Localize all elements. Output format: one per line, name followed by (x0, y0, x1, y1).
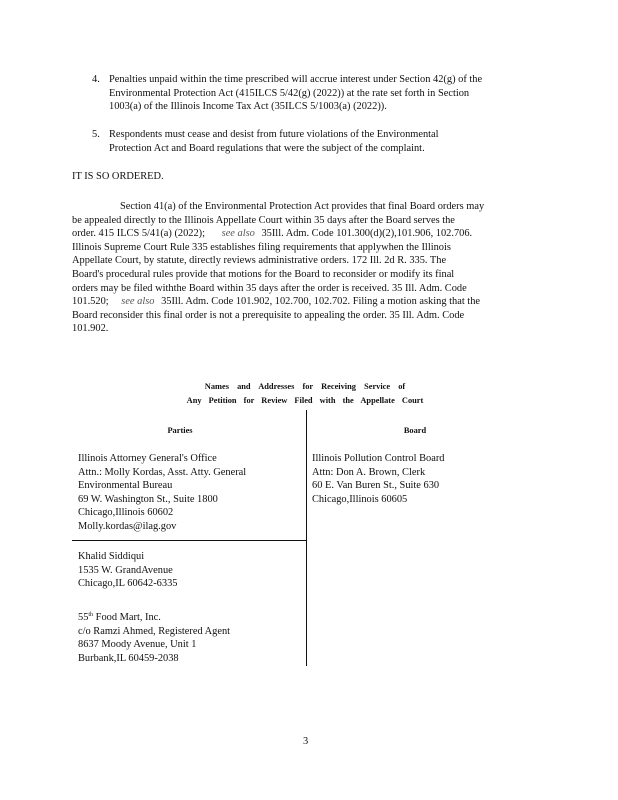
paragraph-line: Illinois Supreme Court Rule 335 establishes filing requirements that applywhen the Illinois (72, 241, 451, 253)
citation-text: 35Ill. Adm. Code 101.300(d)(2),101.906, 102.706. (261, 228, 473, 240)
item-line: Protection Act and Board regulations that were the subject of the complaint. (109, 142, 425, 154)
paragraph-line: 101.902. (72, 323, 109, 335)
paragraph-line: Appellate Court, by statute, directly reviews administrative orders. 172 Ill. 2d R. 335. The (72, 255, 447, 267)
item-number: 5. (92, 129, 100, 140)
address-line: Chicago,Illinois 60602 (78, 507, 174, 519)
address-line: 60 E. Van Buren St., Suite 630 (312, 480, 440, 492)
address-line: Molly.kordas@ilag.gov (78, 520, 177, 532)
board-address (312, 452, 445, 506)
address-line: Environmental Bureau (78, 480, 173, 492)
appeal-paragraph (72, 200, 532, 336)
address-line: Illinois Attorney General's Office (78, 453, 217, 464)
paragraph-line: Board reconsider this final order is not a prerequisite to appealing the order. 35 Ill. Adm. Code (72, 309, 465, 321)
service-table-title (160, 380, 450, 407)
parties-column-header: Parties (167, 426, 193, 435)
see-also-signal: see also (121, 296, 155, 308)
board-column-header: Board (403, 426, 427, 435)
address-line: 55th Food Mart, Inc. (78, 612, 161, 623)
address-line: Illinois Pollution Control Board (312, 453, 445, 464)
paragraph-line: orders may be filed withthe Board within 35 days after the order is received. 35 Ill. Adm. Code (72, 282, 467, 294)
party-address-siddiqui (78, 550, 177, 591)
address-line: 69 W. Washington St., Suite 1800 (78, 493, 218, 505)
item-line: 1003(a) of the Illinois Income Tax Act (35ILCS 5/1003(a) (2022)). (109, 101, 387, 113)
address-line: c/o Ramzi Ahmed, Registered Agent (78, 625, 231, 637)
page-number: 3 (303, 736, 309, 747)
ordered-statement: IT IS SO ORDERED. (72, 171, 164, 182)
item-line: Penalties unpaid within the time prescribed will accrue interest under Section 42(g) of the (109, 74, 483, 85)
address-line: Attn.: Molly Kordas, Asst. Atty. General (78, 466, 247, 478)
item-line: Respondents must cease and desist from future violations of the Environmental (109, 129, 439, 140)
title-line: Any Petition for Review Filed with the Appellate Court (186, 395, 424, 405)
numbered-item-5 (92, 128, 552, 158)
party-address-attorney-general (78, 452, 246, 534)
paragraph-line: be appealed directly to the Illinois Appellate Court within 35 days after the Board serves the (72, 214, 455, 226)
address-line: 1535 W. GrandAvenue (78, 564, 173, 576)
paragraph-line: Board's procedural rules provide that motions for the Board to reconsider or modify its final (72, 268, 455, 280)
address-line: Khalid Siddiqui (78, 551, 145, 562)
item-number: 4. (92, 74, 100, 85)
party-address-food-mart (78, 611, 230, 665)
paragraph-line: Section 41(a) of the Environmental Protection Act provides that final Board orders may (120, 201, 485, 212)
address-line: Chicago,IL 60642-6335 (78, 578, 178, 590)
see-also-signal: see also (221, 228, 255, 240)
title-line: Names and Addresses for Receiving Service of (204, 382, 406, 391)
paragraph-line (72, 295, 532, 309)
item-line: Environmental Protection Act (415ILCS 5/42(g) (2022)) at the rate set forth in Section (109, 87, 470, 99)
table-column-divider (306, 410, 307, 666)
table-row-divider (72, 540, 307, 541)
citation-text: 35Ill. Adm. Code 101.902, 102.700, 102.702. Filing a motion asking that the (161, 296, 481, 308)
address-line: Attn: Don A. Brown, Clerk (312, 466, 426, 478)
address-line: 8637 Moody Avenue, Unit 1 (78, 639, 197, 651)
citation-text: 101.520; (72, 296, 109, 308)
numbered-item-4 (92, 73, 552, 115)
address-line: Chicago,Illinois 60605 (312, 493, 408, 505)
address-line: Burbank,IL 60459-2038 (78, 652, 179, 664)
paragraph-line (72, 227, 532, 241)
citation-text: order. 415 ILCS 5/41(a) (2022); (72, 228, 206, 240)
